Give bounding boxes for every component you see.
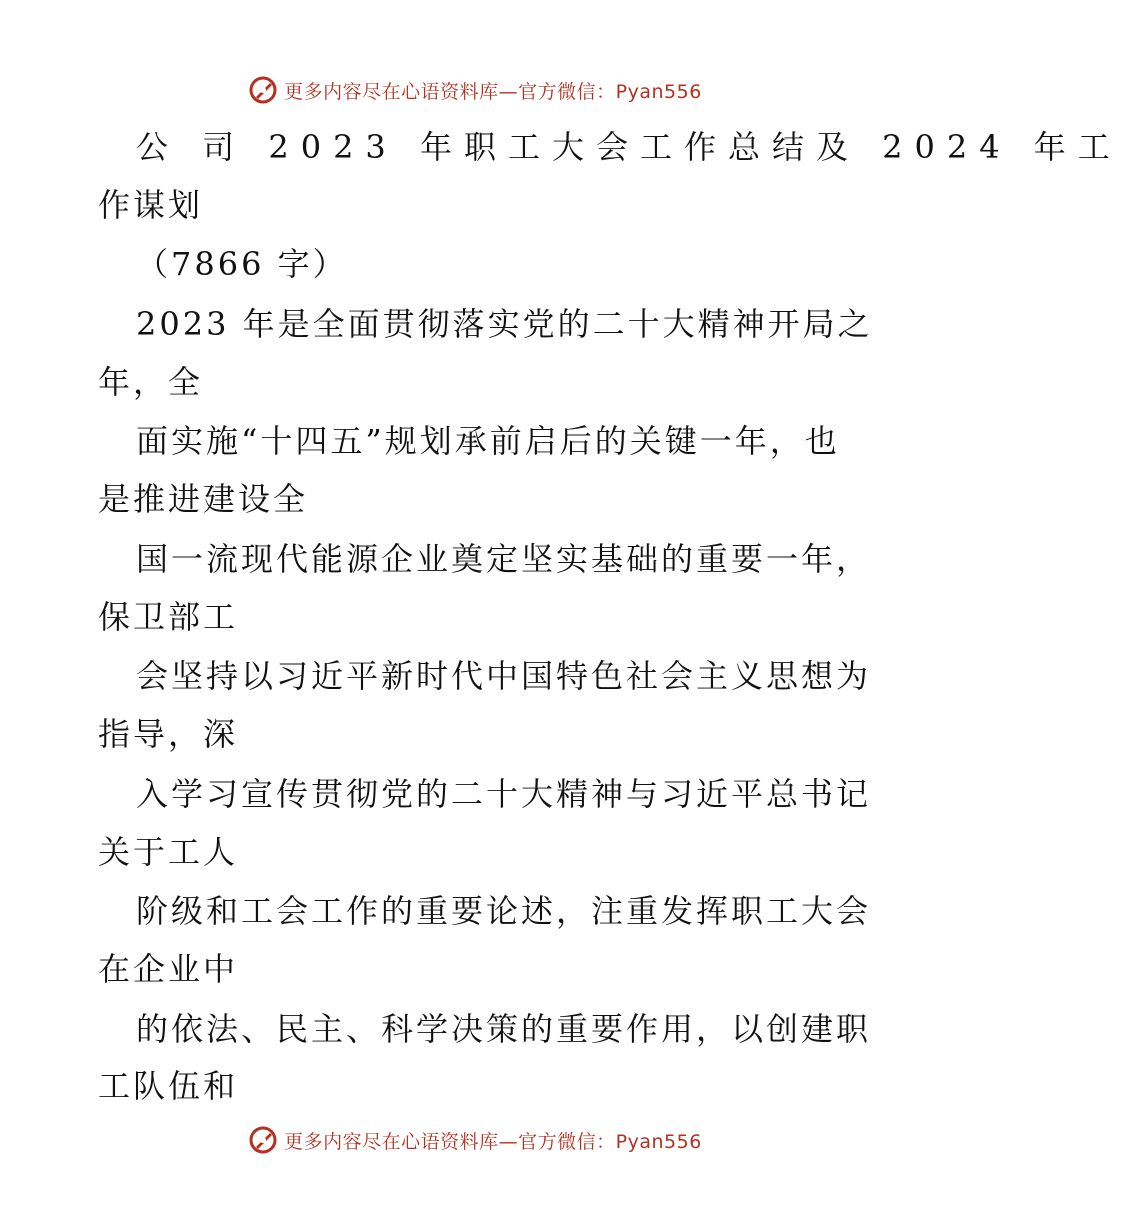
paragraph-line: 是推进建设全 [98,480,309,518]
header-watermark-banner [0,70,950,110]
watermark-text: 更多内容尽在心语资料库—官方微信：Pyan556 [284,80,702,103]
word-count: （7866 字） [136,245,348,283]
paragraph-line: 国一流现代能源企业奠定坚实基础的重要一年， [136,540,872,578]
paragraph-line: 2023 年是全面贯彻落实党的二十大精神开局之 [136,305,873,343]
paragraph-line: 指导，深 [98,715,239,753]
footer-watermark-banner [0,1120,950,1160]
paragraph-line: 阶级和工会工作的重要论述，注重发挥职工大会 [136,892,872,930]
document-title-line-1: 公 司 2023 年职工大会工作总结及 2024 年工 [136,128,1122,166]
document-title-line-2: 作谋划 [98,186,204,224]
pen-logo-icon [248,1125,278,1155]
paragraph-line: 保卫部工 [98,598,239,636]
paragraph-line: 面实施“十四五”规划承前启后的关键一年，也 [136,422,840,460]
pen-logo-icon [248,75,278,105]
paragraph-line: 关于工人 [98,833,239,871]
paragraph-line: 工队伍和 [98,1067,239,1105]
paragraph-line: 年，全 [98,363,204,401]
paragraph-line: 入学习宣传贯彻党的二十大精神与习近平总书记 [136,775,872,813]
paragraph-line: 在企业中 [98,950,239,988]
paragraph-line: 会坚持以习近平新时代中国特色社会主义思想为 [136,657,872,695]
watermark-text: 更多内容尽在心语资料库—官方微信：Pyan556 [284,1130,702,1153]
paragraph-line: 的依法、民主、科学决策的重要作用，以创建职 [136,1010,872,1048]
